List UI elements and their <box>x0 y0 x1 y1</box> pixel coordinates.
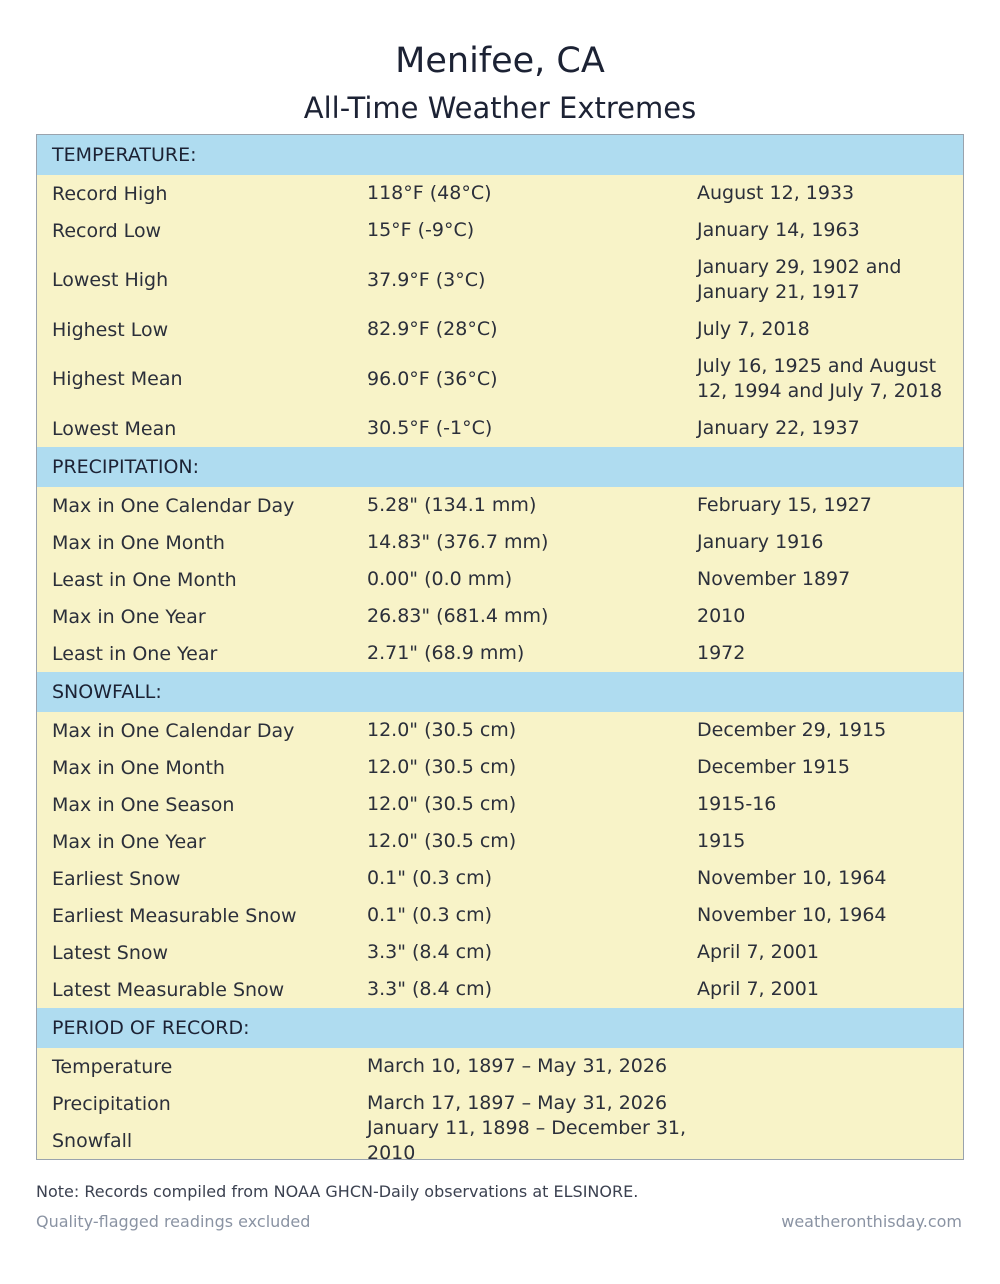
row-date: 2010 <box>697 605 746 627</box>
row-date: December 1915 <box>697 756 850 778</box>
row-value: 2.71" (68.9 mm) <box>367 642 525 664</box>
row-date: December 29, 1915 <box>697 719 887 741</box>
row-label: Latest Snow <box>52 941 169 964</box>
row-value: January 11, 1898 – December 31, 2010 <box>367 1116 687 1164</box>
row-label: Record Low <box>52 219 162 242</box>
table-row <box>37 561 963 598</box>
row-label: Precipitation <box>52 1092 171 1115</box>
row-label: Max in One Month <box>52 756 225 779</box>
section-temperature <box>37 175 963 447</box>
row-value: 12.0" (30.5 cm) <box>367 793 517 815</box>
row-label: Lowest Mean <box>52 417 177 440</box>
table-row <box>37 749 963 786</box>
row-date: November 10, 1964 <box>697 867 887 889</box>
row-label: Record High <box>52 182 168 205</box>
table-row <box>37 249 963 311</box>
page-subtitle: All-Time Weather Extremes <box>303 91 697 125</box>
table-row <box>37 212 963 249</box>
table-row <box>37 348 963 410</box>
table-row <box>37 598 963 635</box>
row-value: 26.83" (681.4 mm) <box>367 605 549 627</box>
row-value: 30.5°F (-1°C) <box>367 417 493 439</box>
table-row <box>37 635 963 672</box>
row-value: 14.83" (376.7 mm) <box>367 531 549 553</box>
row-date: July 7, 2018 <box>697 318 810 340</box>
row-value: March 17, 1897 – May 31, 2026 <box>367 1092 668 1114</box>
section-snowfall <box>37 712 963 1008</box>
quality-note: Quality-flagged readings excluded <box>36 1212 311 1231</box>
row-value: 0.1" (0.3 cm) <box>367 867 493 889</box>
site-credit: weatheronthisday.com <box>781 1212 962 1231</box>
extremes-table <box>36 134 964 1164</box>
row-label: Max in One Season <box>52 793 235 816</box>
table-row <box>37 897 963 934</box>
row-value: 96.0°F (36°C) <box>367 367 498 390</box>
row-label: Max in One Calendar Day <box>52 719 295 742</box>
table-row <box>37 487 963 524</box>
row-label: Lowest High <box>52 269 169 291</box>
section-header-precipitation: PRECIPITATION: <box>37 447 963 487</box>
table-row <box>37 410 963 447</box>
table-row <box>37 971 963 1008</box>
row-date: July 16, 1925 and August 12, 1994 and July 7, 2018 <box>697 355 943 402</box>
source-note: Note: Records compiled from NOAA GHCN-Daily observations at ELSINORE. <box>36 1182 639 1201</box>
row-label: Max in One Year <box>52 605 206 628</box>
row-date: February 15, 1927 <box>697 494 872 516</box>
table-row <box>37 712 963 749</box>
row-label: Least in One Year <box>52 642 218 665</box>
row-value: 15°F (-9°C) <box>367 219 475 241</box>
row-date: November 10, 1964 <box>697 904 887 926</box>
row-label: Max in One Month <box>52 531 225 554</box>
row-date: 1972 <box>697 642 746 664</box>
table-row <box>37 311 963 348</box>
row-label: Temperature <box>52 1055 173 1078</box>
table-row <box>37 524 963 561</box>
row-date: January 22, 1937 <box>697 417 860 439</box>
row-value: March 10, 1897 – May 31, 2026 <box>367 1055 668 1077</box>
row-label: Snowfall <box>52 1129 133 1152</box>
table-row <box>37 823 963 860</box>
page-title: Menifee, CA <box>395 41 605 81</box>
table-row <box>37 934 963 971</box>
section-header-period-of-record: PERIOD OF RECORD: <box>37 1008 963 1048</box>
row-value: 82.9°F (28°C) <box>367 318 498 340</box>
table-row <box>37 1116 963 1164</box>
table-row <box>37 860 963 897</box>
row-label: Highest Low <box>52 318 169 341</box>
row-label: Earliest Snow <box>52 867 181 890</box>
row-date: August 12, 1933 <box>697 182 855 204</box>
row-value: 5.28" (134.1 mm) <box>367 494 537 516</box>
row-date: January 14, 1963 <box>697 219 860 241</box>
row-date: November 1897 <box>697 568 851 590</box>
section-header-temperature: TEMPERATURE: <box>37 135 963 175</box>
section-period-of-record <box>37 1048 963 1164</box>
row-label: Max in One Year <box>52 830 206 853</box>
row-label: Max in One Calendar Day <box>52 494 295 517</box>
row-value: 12.0" (30.5 cm) <box>367 719 517 741</box>
row-value: 12.0" (30.5 cm) <box>367 756 517 778</box>
row-value: 12.0" (30.5 cm) <box>367 830 517 852</box>
table-row <box>37 1048 963 1085</box>
row-date: 1915-16 <box>697 793 777 815</box>
section-header-snowfall: SNOWFALL: <box>37 672 963 712</box>
row-value: 0.00" (0.0 mm) <box>367 568 513 590</box>
row-label: Latest Measurable Snow <box>52 978 285 1001</box>
row-value: 37.9°F (3°C) <box>367 268 486 291</box>
row-value: 3.3" (8.4 cm) <box>367 941 493 963</box>
table-row <box>37 786 963 823</box>
row-date: 1915 <box>697 830 746 852</box>
row-date: January 29, 1902 and January 21, 1917 <box>697 256 902 303</box>
row-label: Least in One Month <box>52 568 237 591</box>
row-value: 118°F (48°C) <box>367 182 492 204</box>
table-row <box>37 175 963 212</box>
row-label: Highest Mean <box>52 368 183 390</box>
row-date: April 7, 2001 <box>697 978 819 1000</box>
row-label: Earliest Measurable Snow <box>52 904 297 927</box>
row-value: 0.1" (0.3 cm) <box>367 904 493 926</box>
section-precipitation <box>37 487 963 672</box>
row-value: 3.3" (8.4 cm) <box>367 978 493 1000</box>
row-date: April 7, 2001 <box>697 941 819 963</box>
row-date: January 1916 <box>697 531 824 553</box>
